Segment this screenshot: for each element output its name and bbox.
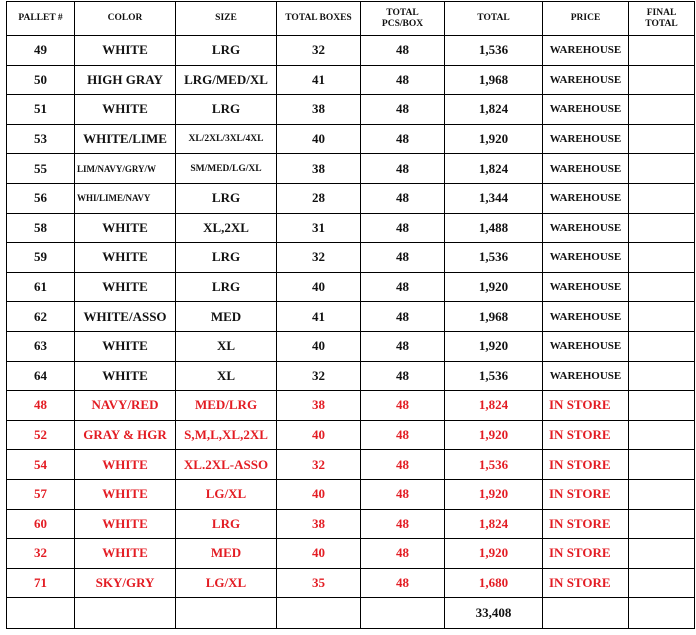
- header-final-line1: FINAL: [646, 7, 677, 18]
- cell-price[interactable]: WAREHOUSE: [543, 361, 629, 391]
- table-row: [7, 568, 695, 598]
- cell-total[interactable]: 1,968: [445, 65, 543, 95]
- cell-size[interactable]: MED/LRG: [176, 391, 277, 421]
- cell-price[interactable]: WAREHOUSE: [543, 302, 629, 332]
- cell-size[interactable]: XL: [176, 331, 277, 361]
- cell-pcs-box[interactable]: 48: [361, 272, 445, 302]
- cell-size[interactable]: LG/XL: [176, 568, 277, 598]
- cell-pcs-box[interactable]: 48: [361, 568, 445, 598]
- header-color[interactable]: COLOR: [75, 2, 176, 36]
- cell-pcs-box[interactable]: 48: [361, 183, 445, 213]
- cell-price[interactable]: WAREHOUSE: [543, 154, 629, 184]
- cell-size[interactable]: LRG: [176, 95, 277, 125]
- cell-total-boxes[interactable]: 38: [277, 95, 361, 125]
- cell-pallet[interactable]: 32: [7, 539, 75, 569]
- table-row: [7, 509, 695, 539]
- cell-color[interactable]: WHITE/LIME: [75, 124, 176, 154]
- cell-total-boxes[interactable]: 32: [277, 361, 361, 391]
- cell-color[interactable]: WHITE/ASSO: [75, 302, 176, 332]
- cell-pallet[interactable]: 59: [7, 243, 75, 273]
- cell-price[interactable]: WAREHOUSE: [543, 331, 629, 361]
- cell-price[interactable]: IN STORE: [543, 568, 629, 598]
- cell-color[interactable]: WHITE: [75, 331, 176, 361]
- empty-cell[interactable]: [277, 598, 361, 629]
- cell-pallet[interactable]: 56: [7, 183, 75, 213]
- cell-pallet[interactable]: 64: [7, 361, 75, 391]
- cell-price[interactable]: WAREHOUSE: [543, 95, 629, 125]
- cell-pallet[interactable]: 50: [7, 65, 75, 95]
- cell-total-boxes[interactable]: 40: [277, 124, 361, 154]
- empty-cell[interactable]: [75, 598, 176, 629]
- cell-pcs-box[interactable]: 48: [361, 95, 445, 125]
- table-row: [7, 95, 695, 125]
- cell-pallet[interactable]: 48: [7, 391, 75, 421]
- cell-color[interactable]: WHITE: [75, 272, 176, 302]
- cell-color[interactable]: WHITE: [75, 509, 176, 539]
- cell-price[interactable]: IN STORE: [543, 391, 629, 421]
- cell-final-total[interactable]: [629, 509, 695, 539]
- cell-total-boxes[interactable]: 28: [277, 183, 361, 213]
- cell-total-boxes[interactable]: 40: [277, 420, 361, 450]
- cell-final-total[interactable]: [629, 213, 695, 243]
- header-final-total[interactable]: [629, 2, 695, 36]
- cell-total-boxes[interactable]: 40: [277, 331, 361, 361]
- table-row: [7, 391, 695, 421]
- cell-color[interactable]: WHITE: [75, 450, 176, 480]
- cell-total-boxes[interactable]: 38: [277, 509, 361, 539]
- cell-price[interactable]: WAREHOUSE: [543, 272, 629, 302]
- empty-cell[interactable]: [176, 598, 277, 629]
- header-row: [7, 2, 695, 36]
- cell-final-total[interactable]: [629, 331, 695, 361]
- cell-pallet[interactable]: 54: [7, 450, 75, 480]
- header-pallet[interactable]: PALLET #: [7, 2, 75, 36]
- cell-total[interactable]: 1,824: [445, 509, 543, 539]
- cell-total-boxes[interactable]: 31: [277, 213, 361, 243]
- header-pcs-box-line1: TOTAL: [386, 7, 419, 18]
- cell-price[interactable]: WAREHOUSE: [543, 213, 629, 243]
- table-row: [7, 331, 695, 361]
- table-row: [7, 479, 695, 509]
- cell-final-total[interactable]: [629, 568, 695, 598]
- cell-total-boxes[interactable]: 35: [277, 568, 361, 598]
- cell-total-boxes[interactable]: 32: [277, 36, 361, 66]
- pallet-spreadsheet: [6, 1, 694, 634]
- cell-total[interactable]: 1,680: [445, 568, 543, 598]
- cell-pcs-box[interactable]: 48: [361, 302, 445, 332]
- cell-price[interactable]: IN STORE: [543, 450, 629, 480]
- header-pcs-box-line2: PCS/BOX: [381, 18, 424, 29]
- table-row: [7, 302, 695, 332]
- cell-pallet[interactable]: 57: [7, 479, 75, 509]
- cell-pcs-box[interactable]: 48: [361, 213, 445, 243]
- cell-pallet[interactable]: 62: [7, 302, 75, 332]
- cell-total[interactable]: 1,488: [445, 213, 543, 243]
- cell-pallet[interactable]: 71: [7, 568, 75, 598]
- cell-color[interactable]: SKY/GRY: [75, 568, 176, 598]
- cell-pcs-box[interactable]: 48: [361, 331, 445, 361]
- cell-total[interactable]: 1,536: [445, 243, 543, 273]
- cell-total-boxes[interactable]: 40: [277, 272, 361, 302]
- table-row: [7, 539, 695, 569]
- cell-total[interactable]: 1,920: [445, 420, 543, 450]
- cell-total[interactable]: 1,824: [445, 154, 543, 184]
- cell-size[interactable]: XL/2XL/3XL/4XL: [176, 124, 277, 154]
- cell-size[interactable]: XL: [176, 361, 277, 391]
- cell-total[interactable]: 1,536: [445, 450, 543, 480]
- cell-total[interactable]: 1,536: [445, 361, 543, 391]
- table-body: [7, 36, 695, 629]
- cell-pcs-box[interactable]: 48: [361, 361, 445, 391]
- cell-size[interactable]: MED: [176, 302, 277, 332]
- cell-pcs-box[interactable]: 48: [361, 391, 445, 421]
- cell-pcs-box[interactable]: 48: [361, 36, 445, 66]
- cell-pcs-box[interactable]: 48: [361, 420, 445, 450]
- header-price[interactable]: PRICE: [543, 2, 629, 36]
- cell-price[interactable]: WAREHOUSE: [543, 183, 629, 213]
- cell-pallet[interactable]: 63: [7, 331, 75, 361]
- cell-total-boxes[interactable]: 41: [277, 302, 361, 332]
- cell-pcs-box[interactable]: 48: [361, 124, 445, 154]
- cell-size[interactable]: LRG: [176, 36, 277, 66]
- cell-pallet[interactable]: 55: [7, 154, 75, 184]
- cell-total-boxes[interactable]: 38: [277, 391, 361, 421]
- cell-total[interactable]: 1,824: [445, 391, 543, 421]
- cell-final-total[interactable]: [629, 272, 695, 302]
- cell-color[interactable]: WHITE: [75, 213, 176, 243]
- table-row: [7, 243, 695, 273]
- cell-pcs-box[interactable]: 48: [361, 539, 445, 569]
- cell-pallet[interactable]: 51: [7, 95, 75, 125]
- table-row: [7, 450, 695, 480]
- pallet-table: [6, 1, 695, 629]
- cell-final-total[interactable]: [629, 361, 695, 391]
- grand-total-value[interactable]: 33,408: [445, 598, 543, 629]
- empty-cell[interactable]: [361, 598, 445, 629]
- cell-pcs-box[interactable]: 48: [361, 154, 445, 184]
- table-row: [7, 36, 695, 66]
- cell-final-total[interactable]: [629, 539, 695, 569]
- cell-final-total[interactable]: [629, 124, 695, 154]
- cell-price[interactable]: IN STORE: [543, 420, 629, 450]
- cell-total-boxes[interactable]: 32: [277, 450, 361, 480]
- cell-price[interactable]: WAREHOUSE: [543, 124, 629, 154]
- cell-color[interactable]: WHITE: [75, 95, 176, 125]
- cell-color[interactable]: WHITE: [75, 539, 176, 569]
- cell-price[interactable]: WAREHOUSE: [543, 243, 629, 273]
- table-row: [7, 272, 695, 302]
- cell-price[interactable]: WAREHOUSE: [543, 65, 629, 95]
- cell-total[interactable]: 1,920: [445, 124, 543, 154]
- cell-final-total[interactable]: [629, 154, 695, 184]
- cell-final-total[interactable]: [629, 420, 695, 450]
- cell-price[interactable]: IN STORE: [543, 479, 629, 509]
- cell-final-total[interactable]: [629, 450, 695, 480]
- cell-total[interactable]: 1,968: [445, 302, 543, 332]
- cell-total[interactable]: 1,824: [445, 95, 543, 125]
- cell-final-total[interactable]: [629, 36, 695, 66]
- cell-color[interactable]: WHI/LIME/NAVY: [75, 183, 176, 213]
- table-row: [7, 183, 695, 213]
- header-final-line2: TOTAL: [645, 18, 678, 29]
- empty-cell[interactable]: [7, 598, 75, 629]
- cell-color[interactable]: LIM/NAVY/GRY/W: [75, 154, 176, 184]
- cell-total-boxes[interactable]: 40: [277, 479, 361, 509]
- empty-cell[interactable]: [543, 598, 629, 629]
- empty-cell[interactable]: [629, 598, 695, 629]
- cell-pallet[interactable]: 53: [7, 124, 75, 154]
- cell-size[interactable]: LRG/MED/XL: [176, 65, 277, 95]
- cell-total[interactable]: 1,920: [445, 331, 543, 361]
- header-total[interactable]: TOTAL: [445, 2, 543, 36]
- cell-total-boxes[interactable]: 41: [277, 65, 361, 95]
- cell-final-total[interactable]: [629, 183, 695, 213]
- cell-color[interactable]: WHITE: [75, 36, 176, 66]
- table-row: [7, 361, 695, 391]
- cell-total[interactable]: 1,920: [445, 479, 543, 509]
- cell-final-total[interactable]: [629, 65, 695, 95]
- cell-total-boxes[interactable]: 32: [277, 243, 361, 273]
- cell-color[interactable]: WHITE: [75, 361, 176, 391]
- table-row: [7, 124, 695, 154]
- cell-pcs-box[interactable]: 48: [361, 479, 445, 509]
- table-row: [7, 420, 695, 450]
- cell-size[interactable]: LRG: [176, 509, 277, 539]
- cell-total[interactable]: 1,536: [445, 36, 543, 66]
- cell-final-total[interactable]: [629, 302, 695, 332]
- table-row: [7, 65, 695, 95]
- table-row: [7, 213, 695, 243]
- cell-color[interactable]: WHITE: [75, 479, 176, 509]
- cell-price[interactable]: IN STORE: [543, 539, 629, 569]
- cell-final-total[interactable]: [629, 391, 695, 421]
- cell-color[interactable]: HIGH GRAY: [75, 65, 176, 95]
- cell-size[interactable]: LRG: [176, 183, 277, 213]
- cell-color[interactable]: GRAY & HGR: [75, 420, 176, 450]
- cell-price[interactable]: IN STORE: [543, 509, 629, 539]
- cell-size[interactable]: XL,2XL: [176, 213, 277, 243]
- cell-pcs-box[interactable]: 48: [361, 65, 445, 95]
- cell-total[interactable]: 1,344: [445, 183, 543, 213]
- cell-pallet[interactable]: 58: [7, 213, 75, 243]
- cell-color[interactable]: WHITE: [75, 243, 176, 273]
- cell-pcs-box[interactable]: 48: [361, 450, 445, 480]
- header-total-boxes[interactable]: TOTAL BOXES: [277, 2, 361, 36]
- header-size[interactable]: SIZE: [176, 2, 277, 36]
- cell-pcs-box[interactable]: 48: [361, 243, 445, 273]
- cell-pallet[interactable]: 61: [7, 272, 75, 302]
- cell-total-boxes[interactable]: 38: [277, 154, 361, 184]
- cell-size[interactable]: XL.2XL-ASSO: [176, 450, 277, 480]
- cell-final-total[interactable]: [629, 243, 695, 273]
- cell-total[interactable]: 1,920: [445, 539, 543, 569]
- cell-size[interactable]: LRG: [176, 243, 277, 273]
- cell-final-total[interactable]: [629, 95, 695, 125]
- cell-total-boxes[interactable]: 40: [277, 539, 361, 569]
- cell-size[interactable]: LRG: [176, 272, 277, 302]
- cell-size[interactable]: LG/XL: [176, 479, 277, 509]
- cell-final-total[interactable]: [629, 479, 695, 509]
- cell-total[interactable]: 1,920: [445, 272, 543, 302]
- grand-total-row: [7, 598, 695, 629]
- cell-pallet[interactable]: 49: [7, 36, 75, 66]
- cell-pallet[interactable]: 52: [7, 420, 75, 450]
- cell-size[interactable]: SM/MED/LG/XL: [176, 154, 277, 184]
- header-pcs-box[interactable]: [361, 2, 445, 36]
- cell-price[interactable]: WAREHOUSE: [543, 36, 629, 66]
- cell-pallet[interactable]: 60: [7, 509, 75, 539]
- cell-size[interactable]: S,M,L,XL,2XL: [176, 420, 277, 450]
- table-row: [7, 154, 695, 184]
- cell-color[interactable]: NAVY/RED: [75, 391, 176, 421]
- cell-size[interactable]: MED: [176, 539, 277, 569]
- cell-pcs-box[interactable]: 48: [361, 509, 445, 539]
